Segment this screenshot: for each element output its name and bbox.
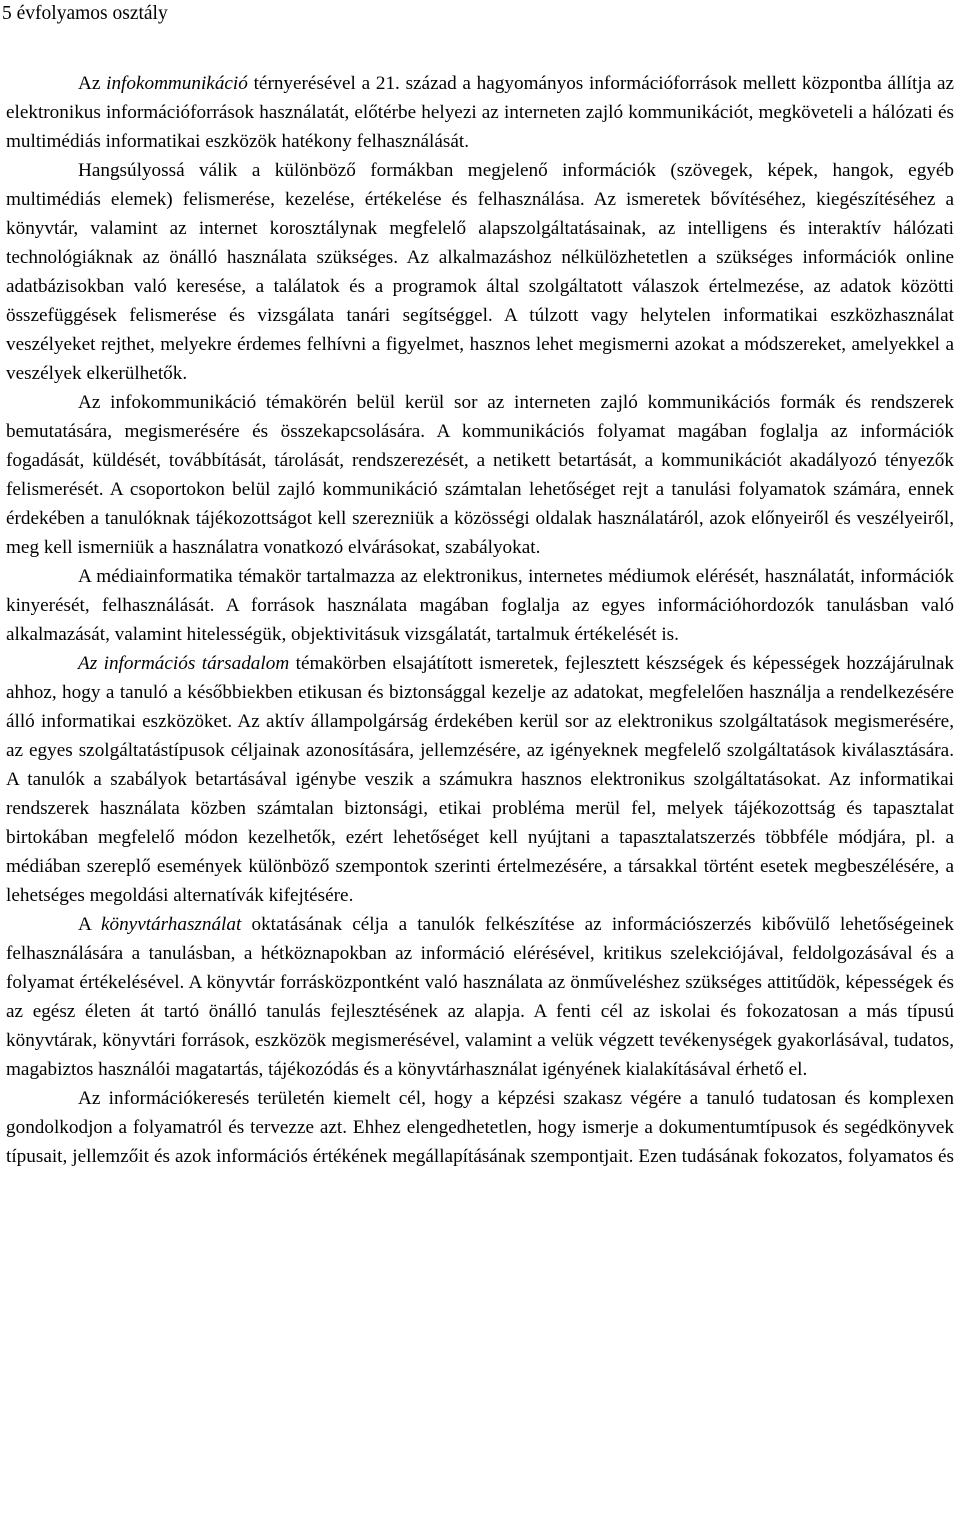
text-segment: Hangsúlyossá válik a különböző formákban megjelenő információk (szövegek, képek, hangok, egyéb multimédiás elemek) felismerése, kezelése, értékelése és felhasználása. Az ismeretek bővítéséhez, kiegészítéséhez a könyvtár, valamint az internet korosztálynak megfelelő alapszolgáltatásainak, az intelligens és interaktív hálózati technológiáknak az önálló használata szükséges. Az alkalmazáshoz nélkülözhetetlen a szükséges információk online adatbázisokban való keresése, a találatok és a programok által szolgáltatott válaszok értelmezése, az adatok közötti összefüggések felismerése és vizsgálata tanári segítséggel. A túlzott vagy helytelen informatikai eszközhasználat veszélyeket rejthet, melyekre érdemes felhívni a figyelmet, hasznos lehet megismerni azokat a módszereket, amelyekkel a veszélyek elkerülhetők.: [6, 160, 954, 384]
paragraph-library-use: [6, 910, 954, 1084]
text-segment: témakörben elsajátított ismeretek, fejlesztett készségek és képességek hozzájárulnak ahhoz, hogy a tanuló a későbbiekben etikusan és biztonsággal kezelje az adatokat, megfelelően használja a rendelkezésére álló informatikai eszközöket. Az aktív állampolgárság érdekében kerül sor az elektronikus szolgáltatások megismerésére, az egyes szolgáltatástípusok céljainak azonosítására, jellemzésére, az igényeknek megfelelő szolgáltatások kiválasztására. A tanulók a szabályok betartásával igénybe veszik a számukra hasznos elektronikus szolgáltatásokat. Az informatikai rendszerek használata közben számtalan biztonsági, etikai probléma merül fel, melyek tájékozottság és tapasztalat birtokában megfelelő módon kezelhetők, ezért lehetőséget kell nyújtani a tapasztalatszerzés többféle módjára, pl. a médiában szereplő események különböző szempontok szerinti értelmezésére, a társakkal történt esetek megbeszélésére, a lehetséges megoldási alternatívák kifejtésére.: [6, 653, 954, 906]
text-segment: A médiainformatika témakör tartalmazza az elektronikus, internetes médiumok elérését, használatát, információk kinyerését, felhasználását. A források használata magában foglalja az egyes információhordozók tanulásban való alkalmazását, valamint hitelességük, objektivitásuk vizsgálatát, tartalmuk értékelését is.: [6, 566, 954, 645]
italic-term-informacios-tarsadalom: Az információs társadalom: [78, 653, 290, 674]
text-segment: Az infokommunikáció témakörén belül kerül sor az interneten zajló kommunikációs formák és rendszerek bemutatására, megismerésére és összekapcsolására. A kommunikációs folyamat magában foglalja az információk fogadását, küldését, továbbítását, tárolását, rendszerezését, a netikett betartását, a kommunikációt akadályozó tényezők felismerését. A csoportokon belül zajló kommunikáció számtalan lehetőséget rejt a tanulási folyamatok számára, ennek érdekében a tanulóknak tájékozottságot kell szerezniük a közösségi oldalak használatáról, azok előnyeiről és veszélyeiről, meg kell ismerniük a használatra vonatkozó elvárásokat, szabályokat.: [6, 392, 954, 558]
text-segment: Az információkeresés területén kiemelt cél, hogy a képzési szakasz végére a tanuló tudatosan és komplexen gondolkodjon a folyamatról és tervezze azt. Ehhez elengedhetetlen, hogy ismerje a dokumentumtípusok és segédkönyvek típusait, jellemzőit és azok információs értékének megállapításának szempontjait. Ezen tudásának fokozatos, folyamatos és: [6, 1088, 954, 1167]
paragraph-communication: [6, 388, 954, 562]
text-segment: térnyerésével a 21. század a hagyományos információforrások mellett központba állítja az elektronikus információforrások használatát, előtérbe helyezi az interneten zajló kommunikációt, megköveteli a hálózati és multimédiás informatikai eszközök hatékony felhasználását.: [6, 73, 954, 152]
paragraph-intro: [6, 69, 954, 156]
paragraph-information-handling: [6, 156, 954, 388]
text-segment: A: [78, 914, 101, 935]
paragraph-information-search: [6, 1084, 954, 1171]
text-segment: oktatásának célja a tanulók felkészítése az információszerzés kibővülő lehetőségeinek felhasználására a tanulásban, a hétköznapokban az információ elérésével, kritikus szelekciójával, feldolgozásával és a folyamat értékelésével. A könyvtár forrásközpontként való használata az önműveléshez szükséges attitűdök, képességek és az egész életen át tartó önálló tanulás fejlesztésének az alapja. A fenti cél az iskolai és fokozatosan a más típusú könyvtárak, könyvtári források, eszközök megismerésével, valamint a velük végzett tevékenységek gyakorlásával, tudatos, magabiztos használói magatartás, tájékozódás és a könyvtárhasználat igényének kialakításával érhető el.: [6, 914, 954, 1080]
italic-term-konyvtarhasznalat: könyvtárhasználat: [100, 914, 242, 935]
document-heading: 5 évfolyamos osztály: [2, 3, 168, 24]
text-segment: Az: [78, 73, 107, 94]
paragraph-media-informatics: [6, 562, 954, 649]
document-body: [6, 69, 954, 1171]
paragraph-information-society: [6, 649, 954, 910]
italic-term-infokommunikacio: infokommunikáció: [106, 73, 248, 94]
